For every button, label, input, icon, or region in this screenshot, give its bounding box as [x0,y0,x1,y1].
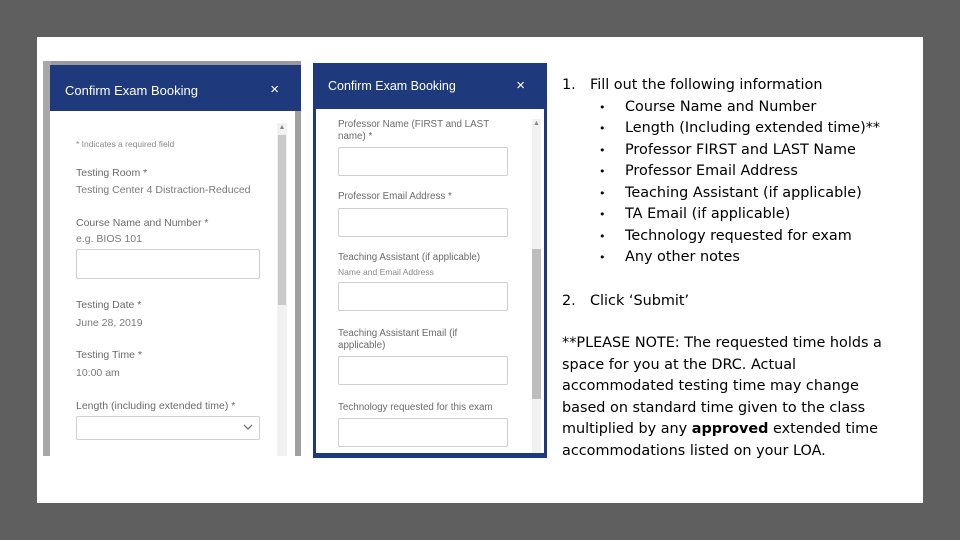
step-text: Fill out the following information [590,77,823,93]
note-text: **PLEASE NOTE: The requested time holds a space for you at the DRC. Actual accommodated testing time may change based on standard time given to the class multiplied by any [562,335,882,437]
bullet-icon: • [599,229,606,243]
list-item-text: TA Email (if applicable) [625,206,791,222]
modal-title: Confirm Exam Booking [65,83,198,98]
step-1 [562,75,902,97]
scrollbar-thumb[interactable] [532,249,541,399]
bullet-icon: • [599,186,606,200]
scroll-up-arrow-icon[interactable]: ▲ [533,120,540,127]
bullet-icon: • [599,165,606,178]
instructions [562,75,902,462]
testing-date-value: June 28, 2019 [76,317,143,329]
modal-header [50,65,301,111]
modal-title: Confirm Exam Booking [328,79,456,93]
testing-room-label: Testing Room * [76,167,148,179]
list-item [562,226,902,248]
testing-room-value: Testing Center 4 Distraction-Reduced [76,184,251,196]
professor-name-label: Professor Name (FIRST and LAST name) * [338,119,490,142]
scrollbar-thumb[interactable] [278,135,286,305]
modal-body [50,111,301,456]
teaching-assistant-label: Teaching Assistant (if applicable) [338,252,481,263]
professor-email-input[interactable] [338,208,508,237]
list-item-text: Any other notes [625,249,740,265]
modal-body [316,109,544,453]
list-item-text: Course Name and Number [625,98,817,115]
background-page-strip [295,111,301,456]
list-item-text: Length (Including extended time)** [625,120,881,136]
please-note-paragraph [562,333,902,462]
step-2 [562,291,902,313]
modal-header [313,63,547,109]
technology-label: Technology requested for this exam [338,402,493,413]
bullet-icon: • [599,208,606,221]
bullet-icon: • [599,251,606,264]
note-emphasis: approved [691,421,769,437]
testing-time-label: Testing Time * [76,349,142,361]
length-label: Length (including extended time) * [76,400,236,412]
chevron-down-icon [243,424,253,431]
professor-name-input[interactable] [338,147,508,176]
list-item-text: Teaching Assistant (if applicable) [625,184,862,201]
list-item [562,183,902,205]
technology-input[interactable] [338,418,508,447]
step-number: 1. [562,77,576,93]
bullet-icon: • [599,143,606,157]
scrollbar[interactable] [532,119,541,453]
list-item [562,97,902,119]
ta-email-label: Teaching Assistant Email (if applicable) [338,328,458,351]
confirm-exam-booking-modal-1 [43,61,301,456]
list-item [562,118,902,140]
testing-date-label: Testing Date * [76,299,142,311]
list-item-text: Professor Email Address [625,163,798,179]
list-item [562,247,902,269]
scroll-up-arrow-icon[interactable]: ▲ [278,124,286,131]
testing-time-value: 10:00 am [76,367,120,379]
close-icon[interactable]: × [270,81,279,98]
length-dropdown[interactable] [76,416,260,440]
bullet-icon: • [599,122,606,135]
list-item [562,140,902,162]
scrollbar[interactable] [277,123,287,456]
close-icon[interactable]: × [516,77,525,94]
course-name-label: Course Name and Number * [76,217,209,229]
confirm-exam-booking-modal-2 [313,63,547,458]
list-item [562,161,902,183]
step-number: 2. [562,292,576,309]
teaching-assistant-sublabel: Name and Email Address [338,267,434,277]
note-text: extended time accommodations listed on your LOA. [562,421,879,459]
bullet-icon: • [599,100,606,114]
course-name-input[interactable] [76,249,260,279]
list-item [562,204,902,226]
professor-email-label: Professor Email Address * [338,191,452,202]
required-info-list [562,97,902,269]
list-item-text: Professor FIRST and LAST Name [625,141,856,158]
course-name-placeholder: e.g. BIOS 101 [76,233,142,245]
ta-email-input[interactable] [338,356,508,385]
teaching-assistant-input[interactable] [338,282,508,311]
step-text: Click ‘Submit’ [590,292,690,309]
list-item-text: Technology requested for exam [625,227,852,244]
required-field-note: * Indicates a required field [76,139,175,149]
